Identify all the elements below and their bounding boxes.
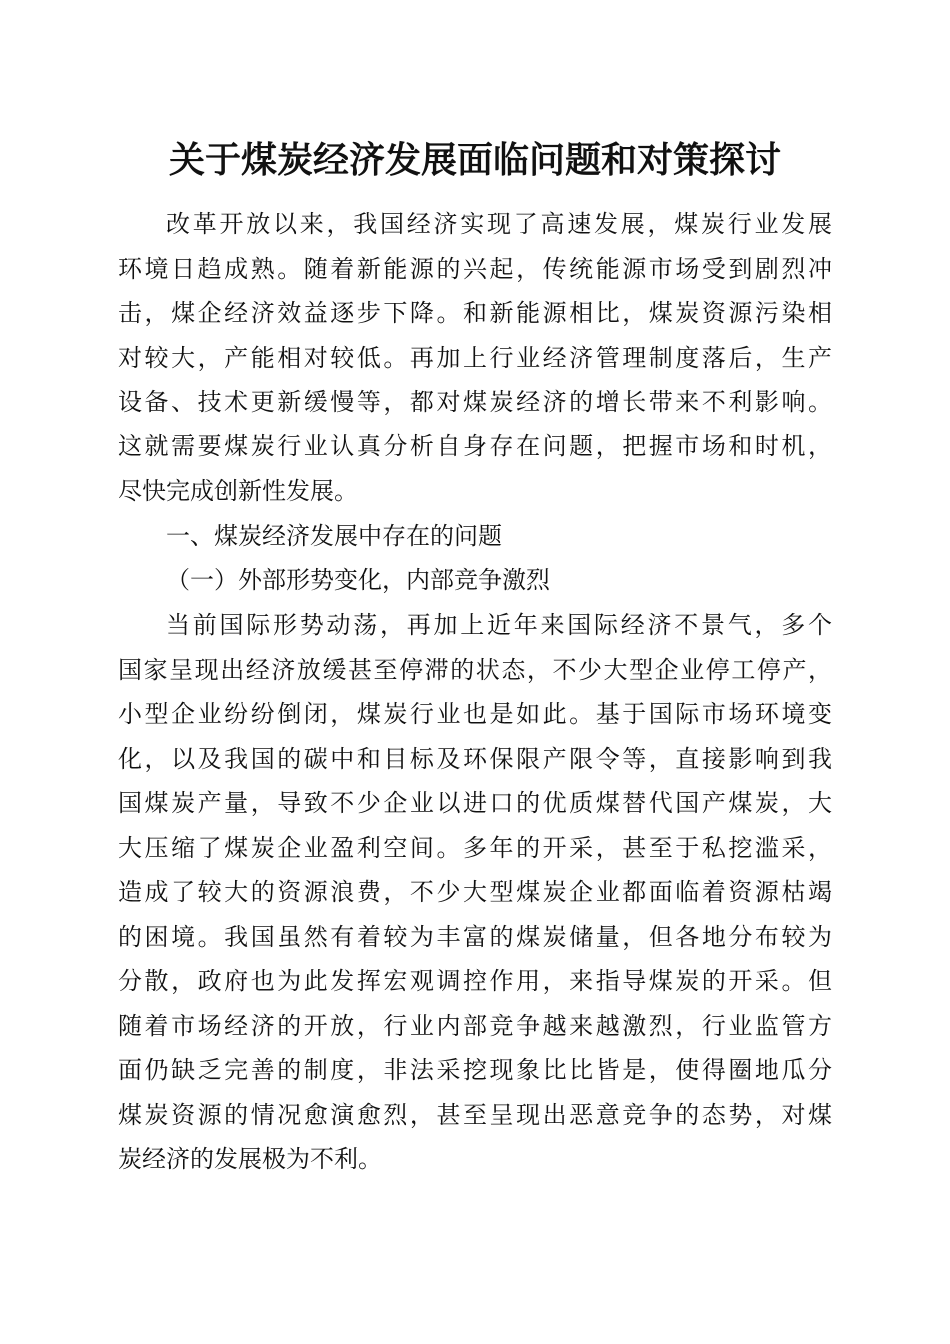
body-line-8: 的困境。我国虽然有着较为丰富的煤炭储量，但各地分布较为 [118,923,832,951]
intro-line-6: 这就需要煤炭行业认真分析自身存在问题，把握市场和时机， [118,432,832,460]
intro-line-2: 环境日趋成熟。随着新能源的兴起，传统能源市场受到剧烈冲 [118,255,832,283]
intro-line-7: 尽快完成创新性发展。 [118,477,358,505]
subsection-heading: （一）外部形势变化，内部竞争激烈 [166,566,550,594]
body-line-4: 化，以及我国的碳中和目标及环保限产限令等，直接影响到我 [118,745,832,773]
intro-line-5: 设备、技术更新缓慢等，都对煤炭经济的增长带来不利影响。 [118,388,832,416]
intro-line-1: 改革开放以来，我国经济实现了高速发展，煤炭行业发展 [166,210,832,238]
body-line-1: 当前国际形势动荡，再加上近年来国际经济不景气，多个 [166,611,832,639]
body-line-3: 小型企业纷纷倒闭，煤炭行业也是如此。基于国际市场环境变 [118,700,832,728]
body-line-2: 国家呈现出经济放缓甚至停滞的状态，不少大型企业停工停产， [118,656,832,684]
body-line-10: 随着市场经济的开放，行业内部竞争越来越激烈，行业监管方 [118,1012,832,1040]
body-line-9: 分散，政府也为此发挥宏观调控作用，来指导煤炭的开采。但 [118,967,832,995]
body-line-5: 国煤炭产量，导致不少企业以进口的优质煤替代国产煤炭，大 [118,789,832,817]
document-title: 关于煤炭经济发展面临问题和对策探讨 [168,139,781,181]
body-line-11: 面仍缺乏完善的制度，非法采挖现象比比皆是，使得圈地瓜分 [118,1056,832,1084]
intro-line-4: 对较大，产能相对较低。再加上行业经济管理制度落后，生产 [118,344,832,372]
intro-line-3: 击，煤企经济效益逐步下降。和新能源相比，煤炭资源污染相 [118,299,832,327]
section-heading: 一、煤炭经济发展中存在的问题 [166,522,502,550]
body-line-6: 大压缩了煤炭企业盈利空间。多年的开采，甚至于私挖滥采， [118,834,832,862]
body-line-7: 造成了较大的资源浪费，不少大型煤炭企业都面临着资源枯竭 [118,878,832,906]
body-line-12: 煤炭资源的情况愈演愈烈，甚至呈现出恶意竞争的态势，对煤 [118,1101,832,1129]
body-line-13: 炭经济的发展极为不利。 [118,1145,382,1173]
